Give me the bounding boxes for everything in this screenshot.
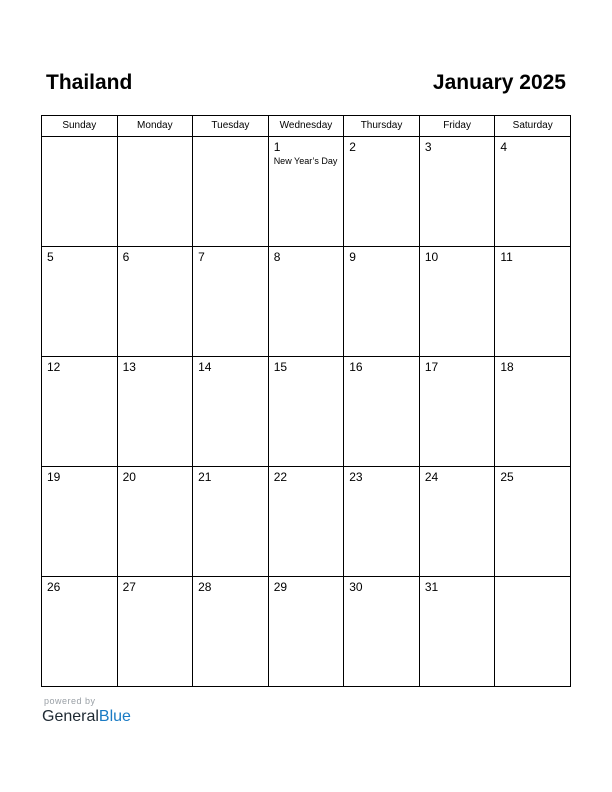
day-cell [42,577,118,687]
country-title: Thailand [46,71,133,94]
weekday-header: Wednesday [268,116,344,137]
day-number: 19 [47,470,61,484]
day-number: 29 [273,580,288,594]
day-number: 18 [500,360,514,374]
day-cell [344,137,420,247]
calendar-grid [41,115,571,687]
day-number: 3 [424,140,432,154]
day-number: 25 [500,470,514,484]
day-number: 17 [424,360,439,374]
day-number: 15 [273,360,288,374]
day-number [193,137,268,140]
day-cell [344,357,420,467]
powered-by-text: powered by [44,696,96,706]
day-number: 20 [122,470,136,484]
weekday-header: Tuesday [193,116,269,137]
day-cell [268,357,344,467]
week-row [42,577,571,687]
day-cell [117,467,193,577]
day-number: 30 [349,580,363,594]
weekday-header-row [42,116,571,137]
day-cell [117,577,193,687]
day-cell [495,137,571,247]
day-cell [193,137,269,247]
day-cell [419,247,495,357]
day-cell [268,137,344,247]
day-number: 26 [47,580,61,594]
day-cell [117,357,193,467]
day-cell [193,357,269,467]
weekday-header: Monday [117,116,193,137]
day-number: 9 [349,250,356,264]
day-cell [495,467,571,577]
day-number: 11 [500,250,513,264]
generalblue-logo[interactable] [42,696,131,727]
day-number: 6 [122,250,130,264]
month-title: January 2025 [432,71,566,94]
day-number: 22 [273,470,288,484]
day-number: 31 [424,580,439,594]
day-cell [268,467,344,577]
brand-general-text: General [42,708,99,725]
day-cell [495,357,571,467]
day-cell [42,247,118,357]
brand-name [42,707,131,727]
day-number [495,577,570,580]
day-cell [344,577,420,687]
day-number: 14 [198,360,212,374]
week-row [42,357,571,467]
weekday-header: Friday [419,116,495,137]
day-cell [117,137,193,247]
day-number: 12 [47,360,61,374]
day-cell [419,357,495,467]
day-number: 5 [47,250,54,264]
day-cell [419,137,495,247]
holiday-label: New Year’s Day [273,156,338,166]
day-number [42,137,117,140]
day-number: 10 [424,250,439,264]
brand-blue-text: Blue [98,708,131,725]
day-cell [268,247,344,357]
weekday-header: Thursday [344,116,420,137]
day-number: 28 [198,580,212,594]
week-row [42,467,571,577]
day-number: 24 [424,470,439,484]
weekday-header: Saturday [495,116,571,137]
day-number: 27 [122,580,136,594]
day-cell [193,467,269,577]
day-cell [42,467,118,577]
day-number: 16 [349,360,363,374]
day-cell [268,577,344,687]
day-cell [495,577,571,687]
day-number: 23 [349,470,363,484]
day-number [118,137,193,140]
day-cell [42,137,118,247]
weekday-header: Sunday [42,116,118,137]
day-cell [495,247,571,357]
day-number: 7 [198,250,205,264]
day-cell [419,577,495,687]
day-number: 21 [198,470,212,484]
day-number: 4 [500,140,508,154]
day-number: 8 [273,250,281,264]
day-number: 2 [349,140,356,154]
day-cell [193,247,269,357]
day-cell [42,357,118,467]
day-number: 1 [273,140,281,154]
day-number: 13 [122,360,136,374]
day-cell [419,467,495,577]
day-cell [344,247,420,357]
week-row [42,247,571,357]
day-cell [117,247,193,357]
day-cell [193,577,269,687]
day-cell [344,467,420,577]
week-row [42,137,571,247]
